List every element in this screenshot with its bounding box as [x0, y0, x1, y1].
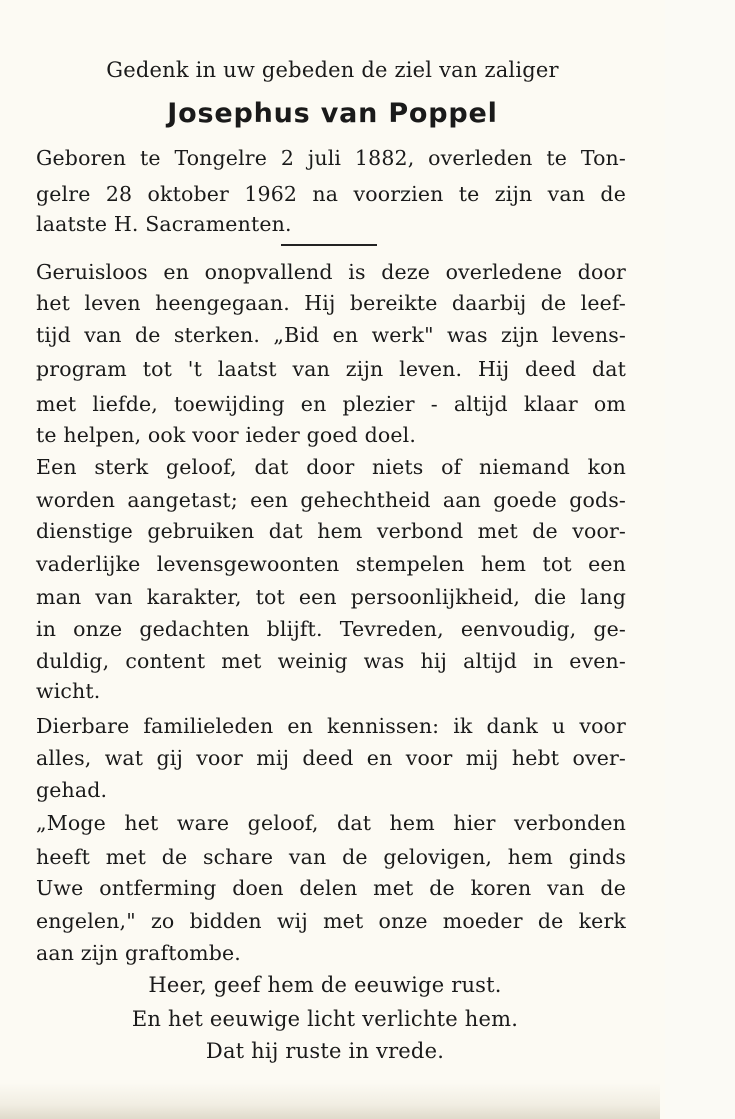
body-line: engelen," zo bidden wij met onze moeder de kerk — [36, 909, 626, 933]
body-line: Geruisloos en onopvallend is deze overledene door — [36, 260, 626, 284]
body-line: Uwe ontferming doen delen met de koren van de — [36, 876, 626, 900]
body-line: worden aangetast; een gehechtheid aan goede gods- — [36, 488, 626, 512]
body-line: gehad. — [36, 778, 108, 802]
body-line: Een sterk geloof, dat door niets of niemand kon — [36, 455, 626, 479]
body-line: aan zijn graftombe. — [36, 941, 241, 965]
body-line: het leven heengegaan. Hij bereikte daarbij de leef- — [36, 291, 626, 315]
divider-rule — [281, 244, 377, 246]
body-line: wicht. — [36, 679, 101, 703]
body-line: dienstige gebruiken dat hem verbond met de voor- — [36, 519, 626, 543]
body-line: duldig, content met weinig was hij altijd in even- — [36, 649, 626, 673]
birth-line: gelre 28 oktober 1962 na voorzien te zijn van de — [36, 182, 626, 206]
closing-line: En het eeuwige licht verlichte hem. — [131, 1007, 519, 1031]
body-line: in onze gedachten blijft. Tevreden, eenvoudig, ge- — [36, 617, 626, 641]
body-line: man van karakter, tot een persoonlijkheid, die lang — [36, 585, 626, 609]
body-line: tijd van de sterken. „Bid en werk" was zijn levens- — [36, 323, 626, 347]
body-line: program tot 't laatst van zijn leven. Hij deed dat — [36, 357, 626, 381]
body-line: met liefde, toewijding en plezier - altijd klaar om — [36, 392, 626, 416]
body-line: heeft met de schare van de gelovigen, hem ginds — [36, 845, 626, 869]
body-line: Dierbare familieleden en kennissen: ik dank u voor — [36, 714, 626, 738]
body-line: vaderlijke levensgewoonten stempelen hem tot een — [36, 552, 626, 576]
birth-line: Geboren te Tongelre 2 juli 1882, overleden te Ton- — [36, 146, 626, 170]
body-line: alles, wat gij voor mij deed en voor mij hebt over- — [36, 746, 626, 770]
intro-line: Gedenk in uw gebeden de ziel van zaliger — [106, 58, 559, 82]
deceased-name: Josephus van Poppel — [167, 98, 498, 129]
body-line: „Moge het ware geloof, dat hem hier verbonden — [36, 811, 626, 835]
card-margin — [665, 0, 735, 1119]
body-line: te helpen, ook voor ieder goed doel. — [36, 423, 417, 447]
birth-line: laatste H. Sacramenten. — [36, 212, 292, 236]
card-bottom-edge — [0, 1083, 660, 1119]
closing-line: Dat hij ruste in vrede. — [205, 1039, 445, 1063]
closing-line: Heer, geef hem de eeuwige rust. — [148, 973, 502, 997]
